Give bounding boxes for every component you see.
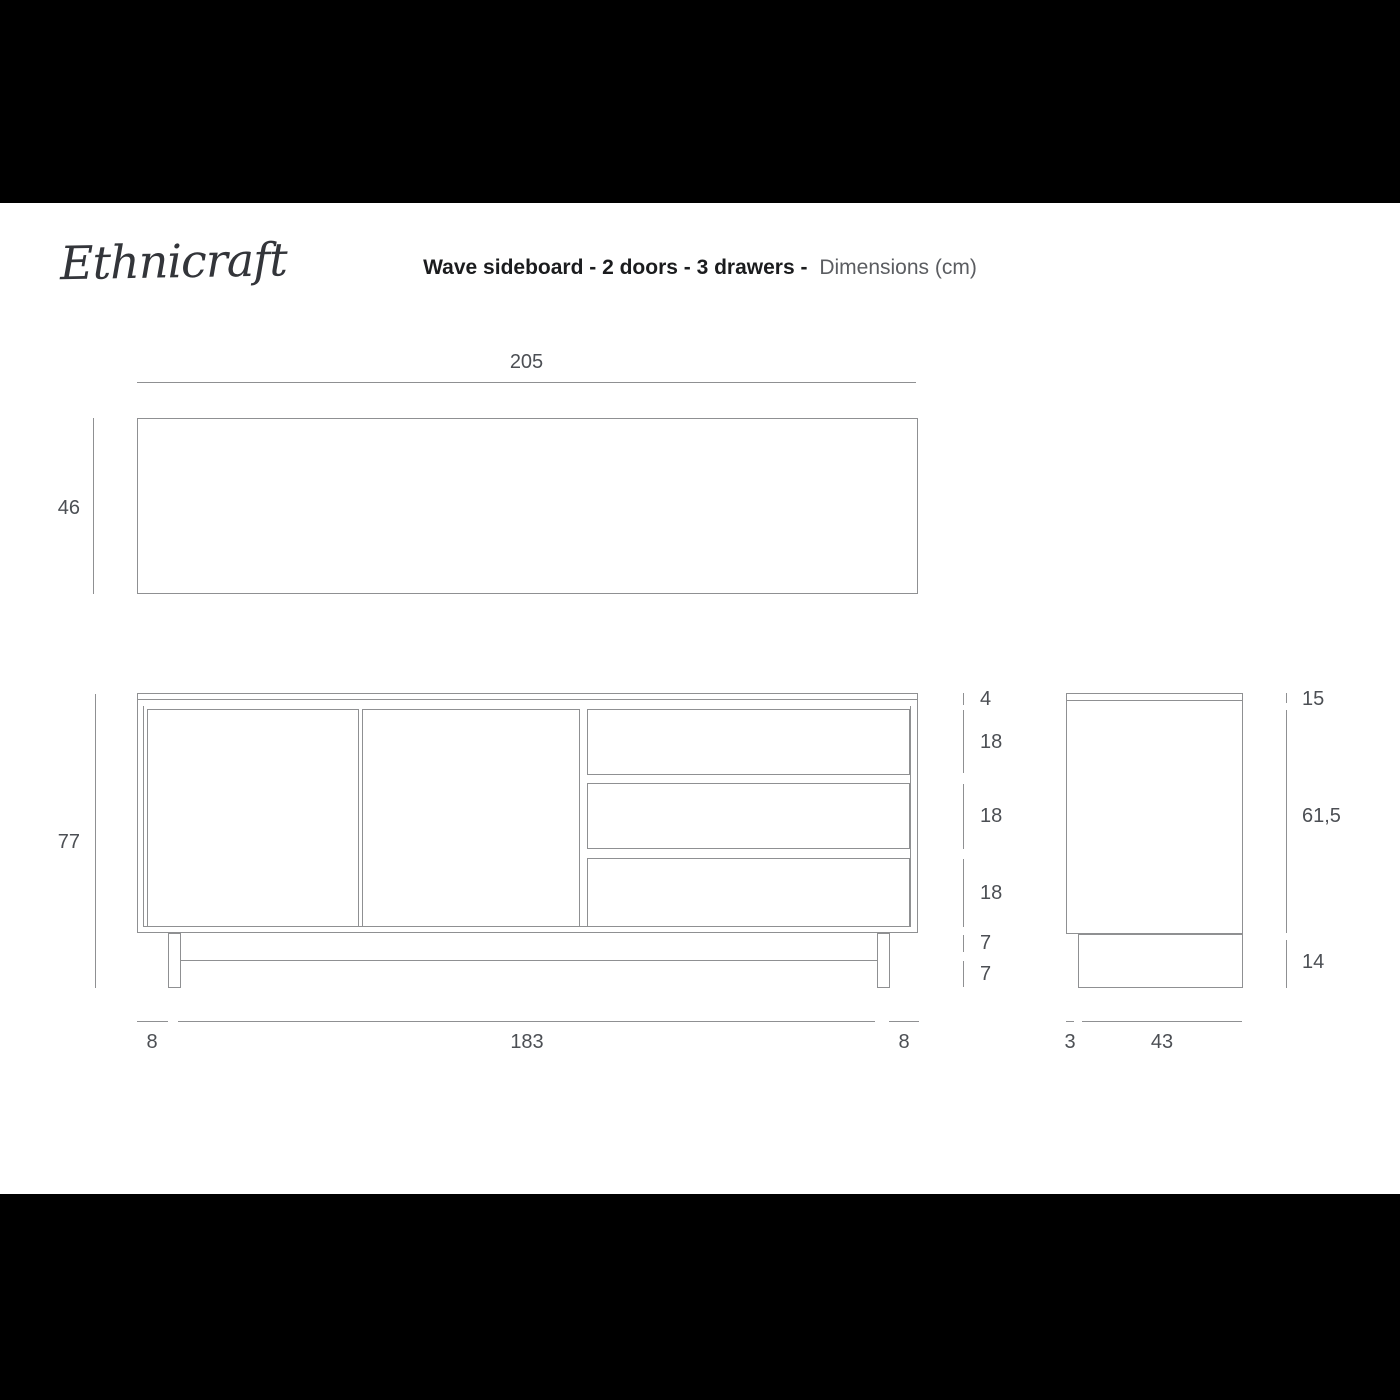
front-view-dim-tick-drawer1 bbox=[963, 710, 964, 773]
side-view-top-panel-line bbox=[1066, 700, 1243, 701]
side-view-bottom-dim-line-right bbox=[1082, 1021, 1242, 1022]
front-view-drawer-1 bbox=[587, 709, 910, 775]
front-view-height-label: 77 bbox=[57, 831, 80, 853]
front-view-door-right bbox=[362, 709, 580, 927]
front-view-bottom-label-left: 8 bbox=[146, 1031, 158, 1053]
front-view-dim-tick-top bbox=[963, 693, 964, 705]
front-view-dim-tick-drawer3 bbox=[963, 859, 964, 927]
letterbox-top bbox=[0, 0, 1400, 203]
top-view-depth-dim-line bbox=[93, 418, 94, 594]
side-view-dim-tick-body bbox=[1286, 710, 1287, 933]
front-view-height-dim-line bbox=[95, 694, 96, 988]
front-view-top-panel-line bbox=[137, 699, 918, 700]
front-view-bottom-label-center: 183 bbox=[510, 1031, 544, 1053]
side-view-dim-tick-base bbox=[1286, 940, 1287, 988]
front-view-bottom-dim-line-left bbox=[137, 1021, 168, 1022]
front-view-leg-left bbox=[168, 933, 181, 988]
top-view-outline bbox=[137, 418, 918, 594]
front-view-dim-tick-drawer2 bbox=[963, 784, 964, 849]
front-view-dim-label-leg-upper: 7 bbox=[980, 932, 992, 954]
side-view-dim-label-base: 14 bbox=[1302, 951, 1325, 973]
side-view-bottom-dim-line-left bbox=[1066, 1021, 1074, 1022]
front-view-leg-right bbox=[877, 933, 890, 988]
front-view-dim-label-drawer3: 18 bbox=[980, 882, 1003, 904]
top-view-width-label: 205 bbox=[509, 351, 544, 373]
side-view-base-outline bbox=[1078, 934, 1243, 988]
letterbox-bottom bbox=[0, 1194, 1400, 1400]
side-view-bottom-label-right: 43 bbox=[1150, 1031, 1174, 1053]
front-view-dim-tick-leg-upper bbox=[963, 935, 964, 952]
front-view-drawer-3 bbox=[587, 858, 910, 927]
front-view-stretcher-line bbox=[181, 960, 877, 961]
front-view-drawer-2 bbox=[587, 783, 910, 849]
top-view-depth-label: 46 bbox=[57, 497, 80, 519]
front-view-dim-label-top: 4 bbox=[980, 688, 992, 710]
front-view-dim-label-leg-lower: 7 bbox=[980, 963, 992, 985]
top-view-width-dim-line bbox=[137, 382, 916, 383]
side-view-bottom-label-left: 3 bbox=[1064, 1031, 1076, 1053]
brand-logo: Ethnicraft bbox=[59, 232, 288, 291]
page-title-units: Dimensions (cm) bbox=[819, 256, 977, 279]
front-view-dim-tick-leg-lower bbox=[963, 961, 964, 987]
side-view-dim-label-top: 15 bbox=[1302, 688, 1325, 710]
side-view-dim-label-body: 61,5 bbox=[1302, 805, 1341, 827]
side-view-body-outline bbox=[1066, 693, 1243, 934]
front-view-dim-label-drawer2: 18 bbox=[980, 805, 1003, 827]
front-view-bottom-label-right: 8 bbox=[898, 1031, 910, 1053]
page-title-product: Wave sideboard - 2 doors - 3 drawers - bbox=[423, 256, 808, 279]
front-view-door-left bbox=[147, 709, 359, 927]
page-title bbox=[0, 254, 1400, 282]
side-view-dim-tick-top bbox=[1286, 693, 1287, 703]
front-view-bottom-dim-line-center bbox=[178, 1021, 875, 1022]
front-view-dim-label-drawer1: 18 bbox=[980, 731, 1003, 753]
front-view-bottom-dim-line-right bbox=[889, 1021, 919, 1022]
